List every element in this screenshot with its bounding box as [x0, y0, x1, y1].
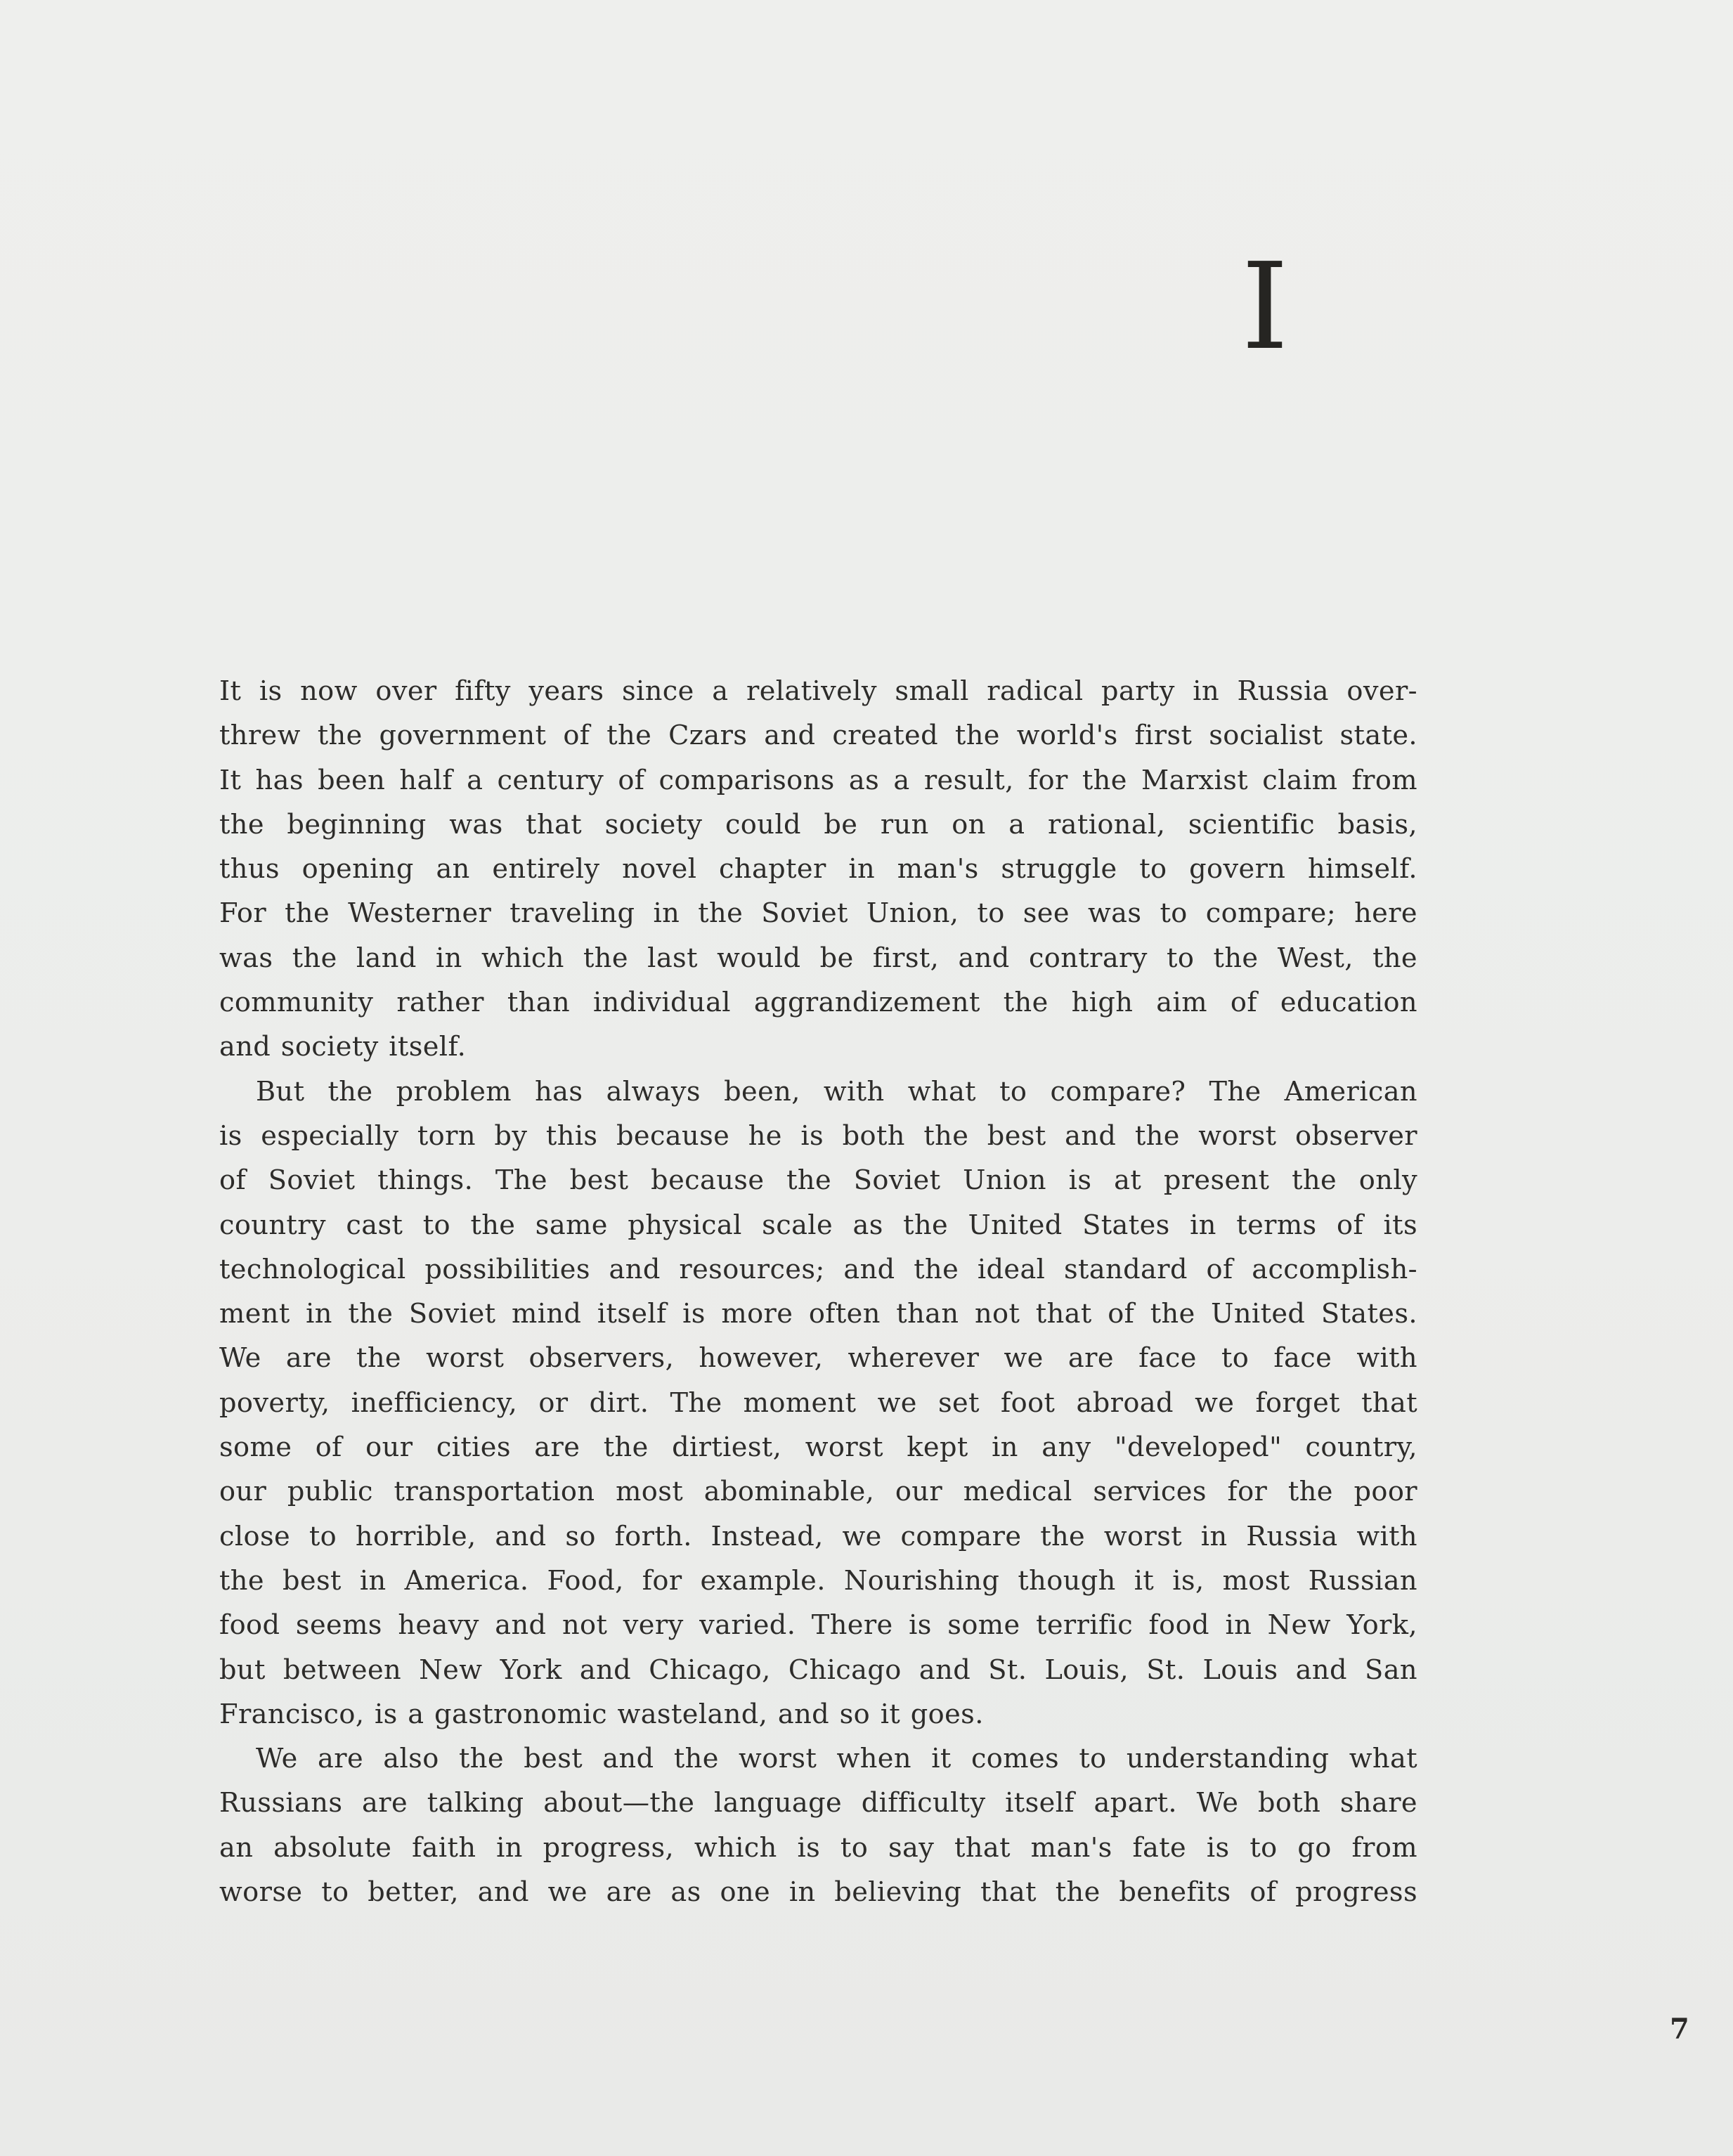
- text-line: threw the government of the Czars and created the world's first socialist state.: [219, 720, 1417, 752]
- text-line: Francisco, is a gastronomic wasteland, and so it goes.: [219, 1698, 984, 1730]
- text-line: an absolute faith in progress, which is to say that man's fate is to go from: [219, 1831, 1417, 1864]
- text-line: poverty, inefficiency, or dirt. The moment we set foot abroad we forget that: [219, 1387, 1417, 1419]
- text-line: But the problem has always been, with what to compare? The American: [256, 1075, 1417, 1108]
- text-line: the beginning was that society could be run on a rational, scientific basis,: [219, 808, 1417, 840]
- paragraph-1: [219, 669, 1417, 1070]
- page-number: 7: [1670, 2013, 1689, 2046]
- text-line: technological possibilities and resources; and the ideal standard of accomplish-: [219, 1253, 1417, 1285]
- text-line: For the Westerner traveling in the Soviet Union, to see was to compare; here: [219, 897, 1417, 930]
- body-text: [219, 669, 1417, 1914]
- text-line: Russians are talking about—the language difficulty itself apart. We both share: [219, 1787, 1417, 1819]
- text-line: but between New York and Chicago, Chicago and St. Louis, St. Louis and San: [219, 1654, 1417, 1686]
- text-line: some of our cities are the dirtiest, worst kept in any "developed" country,: [219, 1431, 1417, 1464]
- paragraph-3: [219, 1736, 1417, 1914]
- paragraph-2: [219, 1070, 1417, 1736]
- text-line: We are also the best and the worst when it comes to understanding what: [256, 1743, 1417, 1775]
- text-line: ment in the Soviet mind itself is more often than not that of the United States.: [219, 1298, 1417, 1330]
- text-line: It is now over fifty years since a relatively small radical party in Russia over-: [219, 675, 1417, 707]
- text-line: country cast to the same physical scale as the United States in terms of its: [219, 1209, 1417, 1241]
- text-line: was the land in which the last would be first, and contrary to the West, the: [219, 942, 1417, 974]
- text-line: thus opening an entirely novel chapter in man's struggle to govern himself.: [219, 853, 1417, 885]
- text-line: close to horrible, and so forth. Instead, we compare the worst in Russia with: [219, 1520, 1417, 1552]
- text-line: It has been half a century of comparisons as a result, for the Marxist claim from: [219, 764, 1417, 796]
- text-line: and society itself.: [219, 1031, 467, 1063]
- text-line: We are the worst observers, however, wherever we are face to face with: [219, 1342, 1417, 1375]
- text-line: the best in America. Food, for example. Nourishing though it is, most Russian: [219, 1564, 1417, 1597]
- text-line: is especially torn by this because he is both the best and the worst observer: [219, 1119, 1417, 1152]
- chapter-number: I: [1241, 238, 1289, 377]
- text-line: our public transportation most abominable, our medical services for the poor: [219, 1476, 1417, 1508]
- text-line: food seems heavy and not very varied. There is some terrific food in New York,: [219, 1609, 1417, 1642]
- text-line: community rather than individual aggrandizement the high aim of education: [219, 987, 1417, 1019]
- text-line: of Soviet things. The best because the Soviet Union is at present the only: [219, 1164, 1417, 1197]
- text-line: worse to better, and we are as one in believing that the benefits of progress: [219, 1876, 1417, 1909]
